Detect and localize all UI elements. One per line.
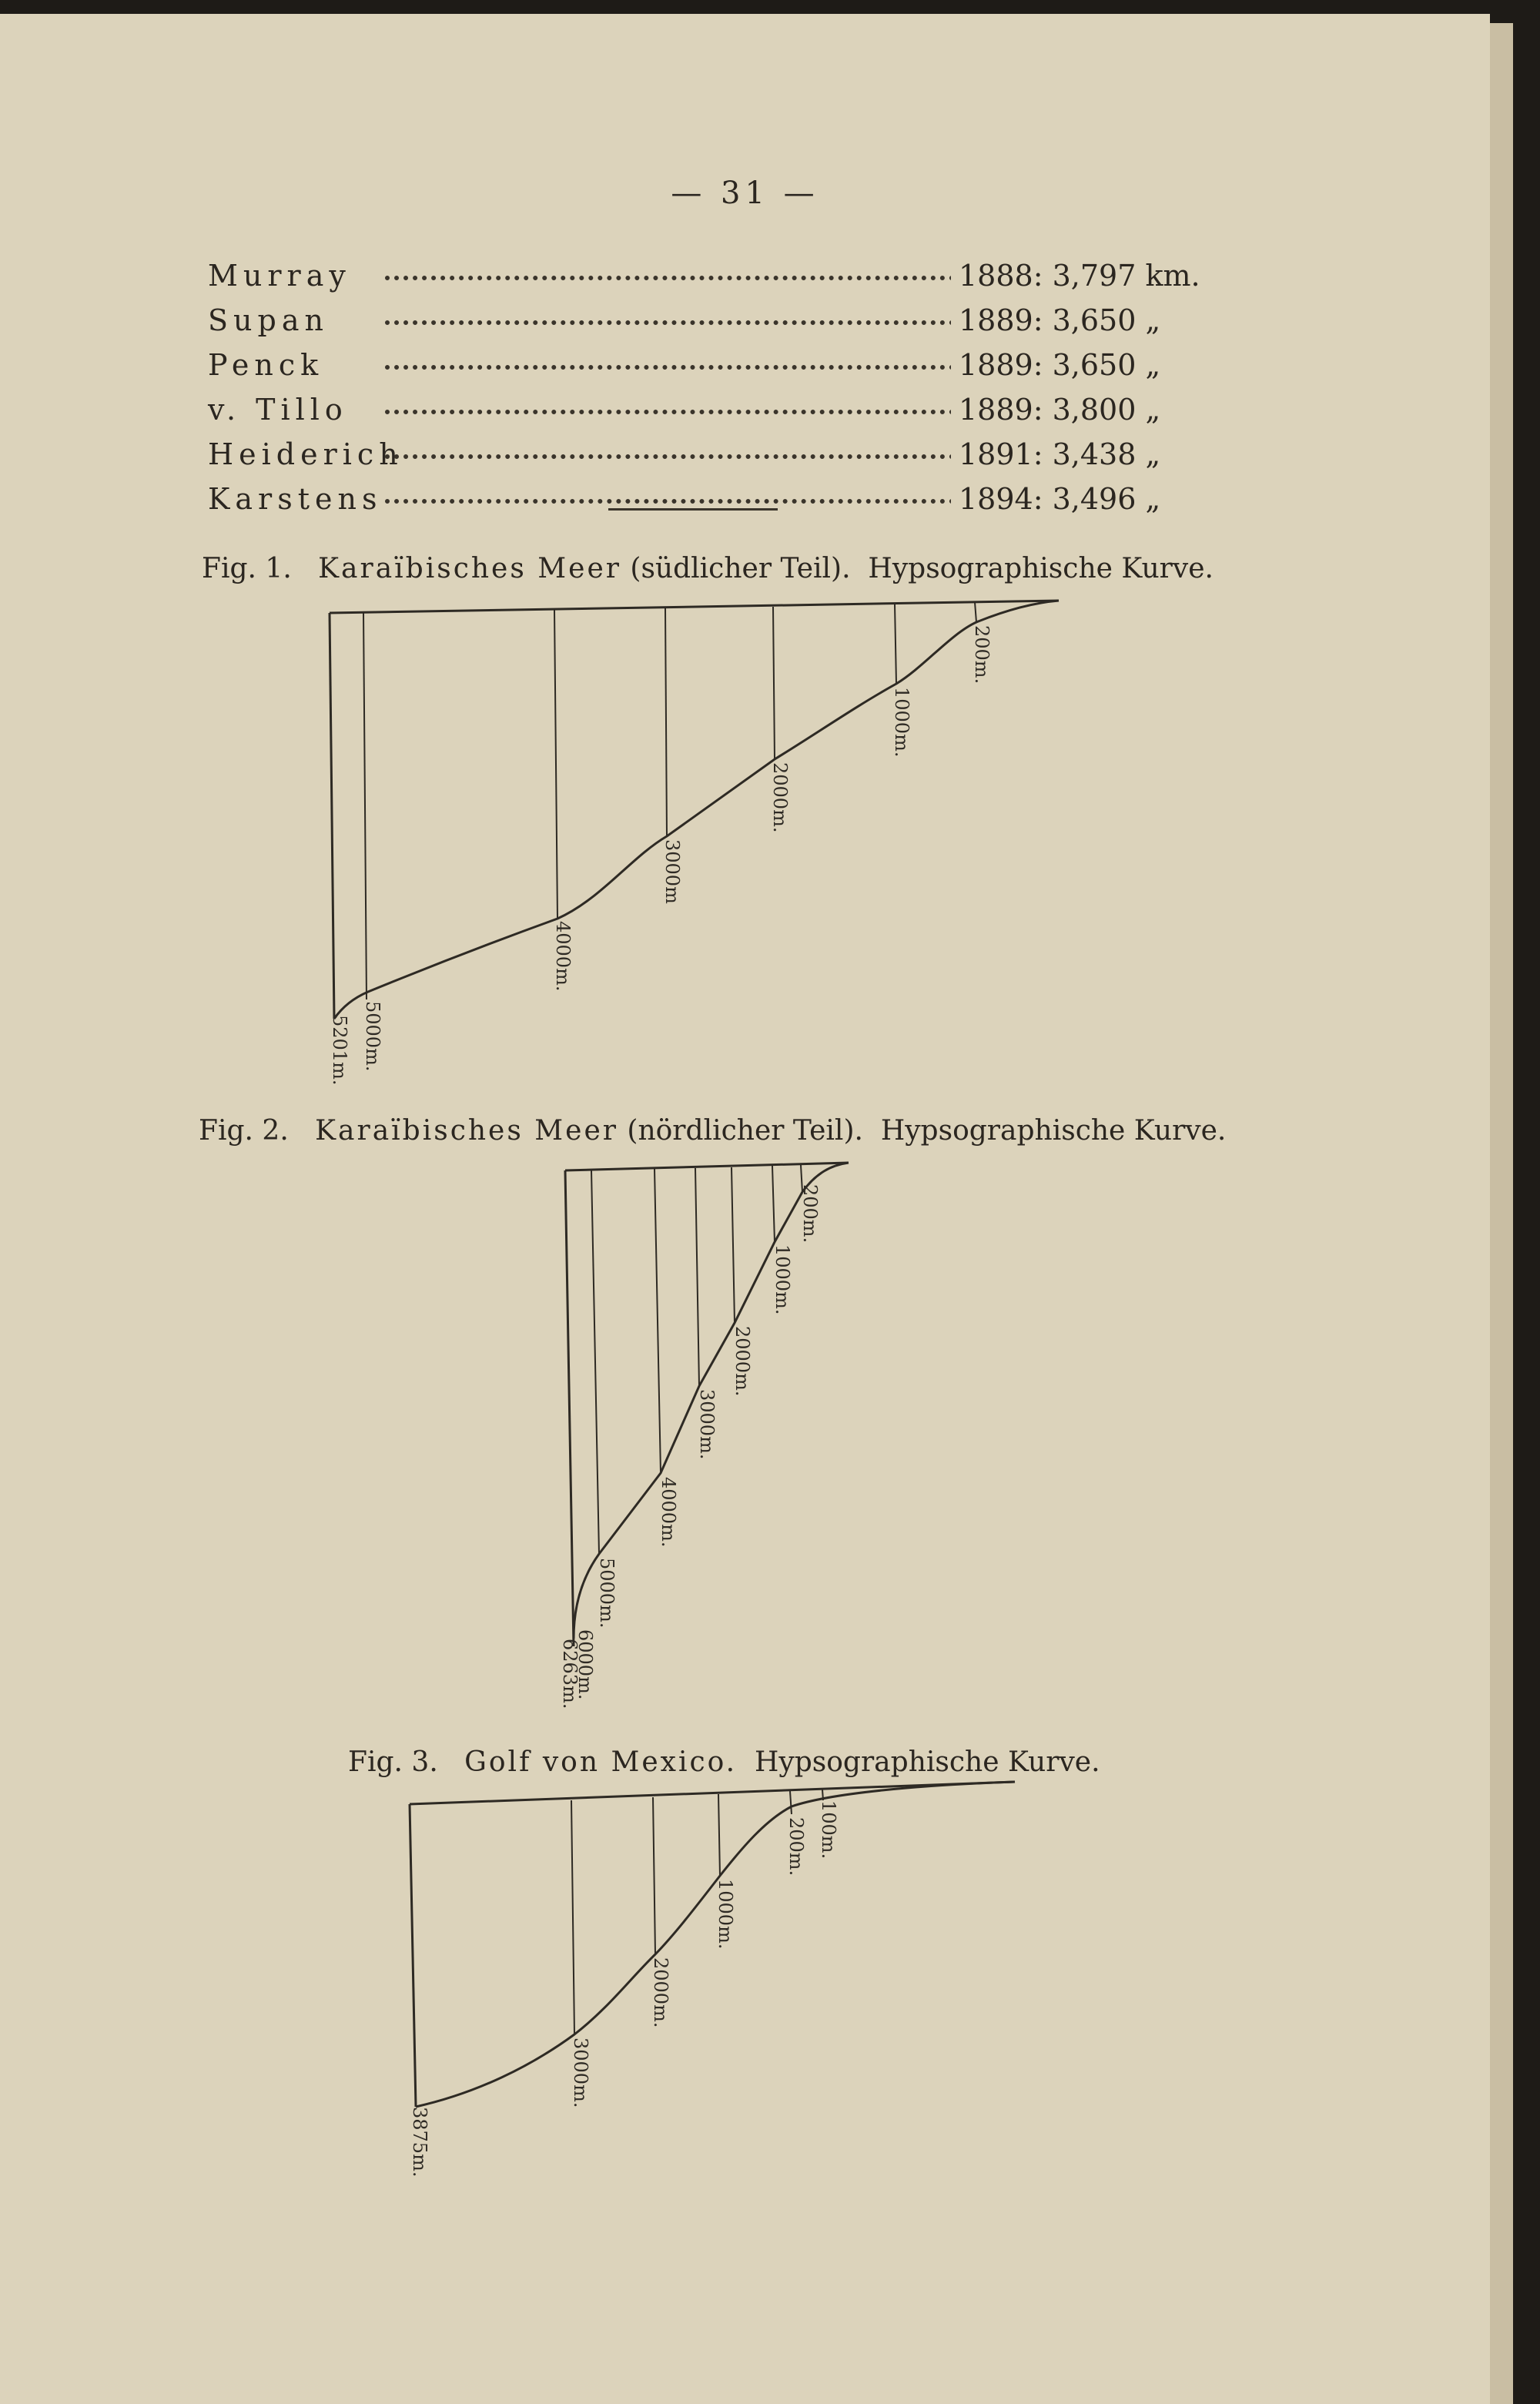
figure-number: Fig. 3.: [348, 1746, 438, 1778]
depth-label: 3000m.: [696, 1389, 718, 1460]
author-name: Penck: [208, 348, 324, 382]
author-value: 1894: 3,496 „: [951, 482, 1160, 516]
figure-number: Fig. 1.: [202, 553, 292, 584]
author-value: 1891: 3,438 „: [951, 437, 1160, 471]
depth-label: 200m.: [971, 625, 993, 685]
figure-detail: (südlicher Teil).: [630, 553, 851, 584]
surface-line: [410, 1782, 1015, 1804]
author-value: 1889: 3,800 „: [951, 393, 1160, 427]
depth-label: 6000m.: [574, 1629, 596, 1700]
depth-label: 200m.: [799, 1184, 821, 1244]
vertical-line: [653, 1797, 655, 1954]
author-name: Heiderich: [208, 437, 403, 471]
depth-label: 1000m.: [772, 1244, 793, 1315]
figure-kind: Hypsographische Kurve.: [868, 553, 1214, 584]
figure-detail: (nördlicher Teil).: [627, 1115, 863, 1147]
vertical-line: [410, 1804, 416, 2107]
depth-label: 3875m.: [409, 2107, 430, 2178]
figure-region: Golf von Mexico.: [464, 1746, 738, 1778]
book-page: [0, 14, 1490, 2404]
depth-label: 2000m.: [650, 1957, 671, 2028]
vertical-line: [790, 1791, 792, 1814]
depth-label: 5000m.: [362, 1001, 383, 1072]
depth-label: 4000m.: [658, 1477, 679, 1548]
depth-label: 2000m.: [769, 762, 791, 833]
figure-region: Karaïbisches Meer: [315, 1115, 618, 1147]
depth-label: 100m.: [818, 1800, 839, 1860]
author-name: Karstens: [208, 482, 383, 516]
author-value: 1889: 3,650 „: [951, 348, 1160, 382]
author-value: 1888: 3,797 km.: [951, 259, 1200, 293]
page-edge: [1490, 23, 1513, 2404]
depth-label: 2000m.: [732, 1326, 753, 1397]
depth-label: 1000m.: [891, 687, 912, 758]
depth-label: 1000m.: [715, 1879, 736, 1950]
figure-number: Fig. 2.: [199, 1115, 289, 1147]
depth-label: 200m.: [785, 1817, 807, 1877]
figure-region: Karaïbisches Meer: [318, 553, 621, 584]
vertical-line: [571, 1800, 574, 2034]
vertical-line: [718, 1794, 720, 1876]
depth-label: 3000m: [661, 839, 683, 904]
depth-label: 6263m.: [559, 1639, 581, 1709]
author-name: Supan: [208, 303, 329, 337]
figure-kind: Hypsographische Kurve.: [880, 1115, 1227, 1147]
figure-3-curve: [0, 14, 1490, 2404]
author-value: 1889: 3,650 „: [951, 303, 1160, 337]
author-name: Murray: [208, 259, 351, 293]
depth-label: 5201m.: [329, 1015, 350, 1086]
page-number: — 31 —: [671, 176, 819, 211]
figure-kind: Hypsographische Kurve.: [755, 1746, 1100, 1778]
author-name: v. Tillo: [208, 393, 348, 427]
depth-label: 5000m.: [596, 1558, 618, 1629]
depth-label: 4000m.: [552, 921, 574, 992]
depth-label: 3000m.: [570, 2037, 591, 2108]
